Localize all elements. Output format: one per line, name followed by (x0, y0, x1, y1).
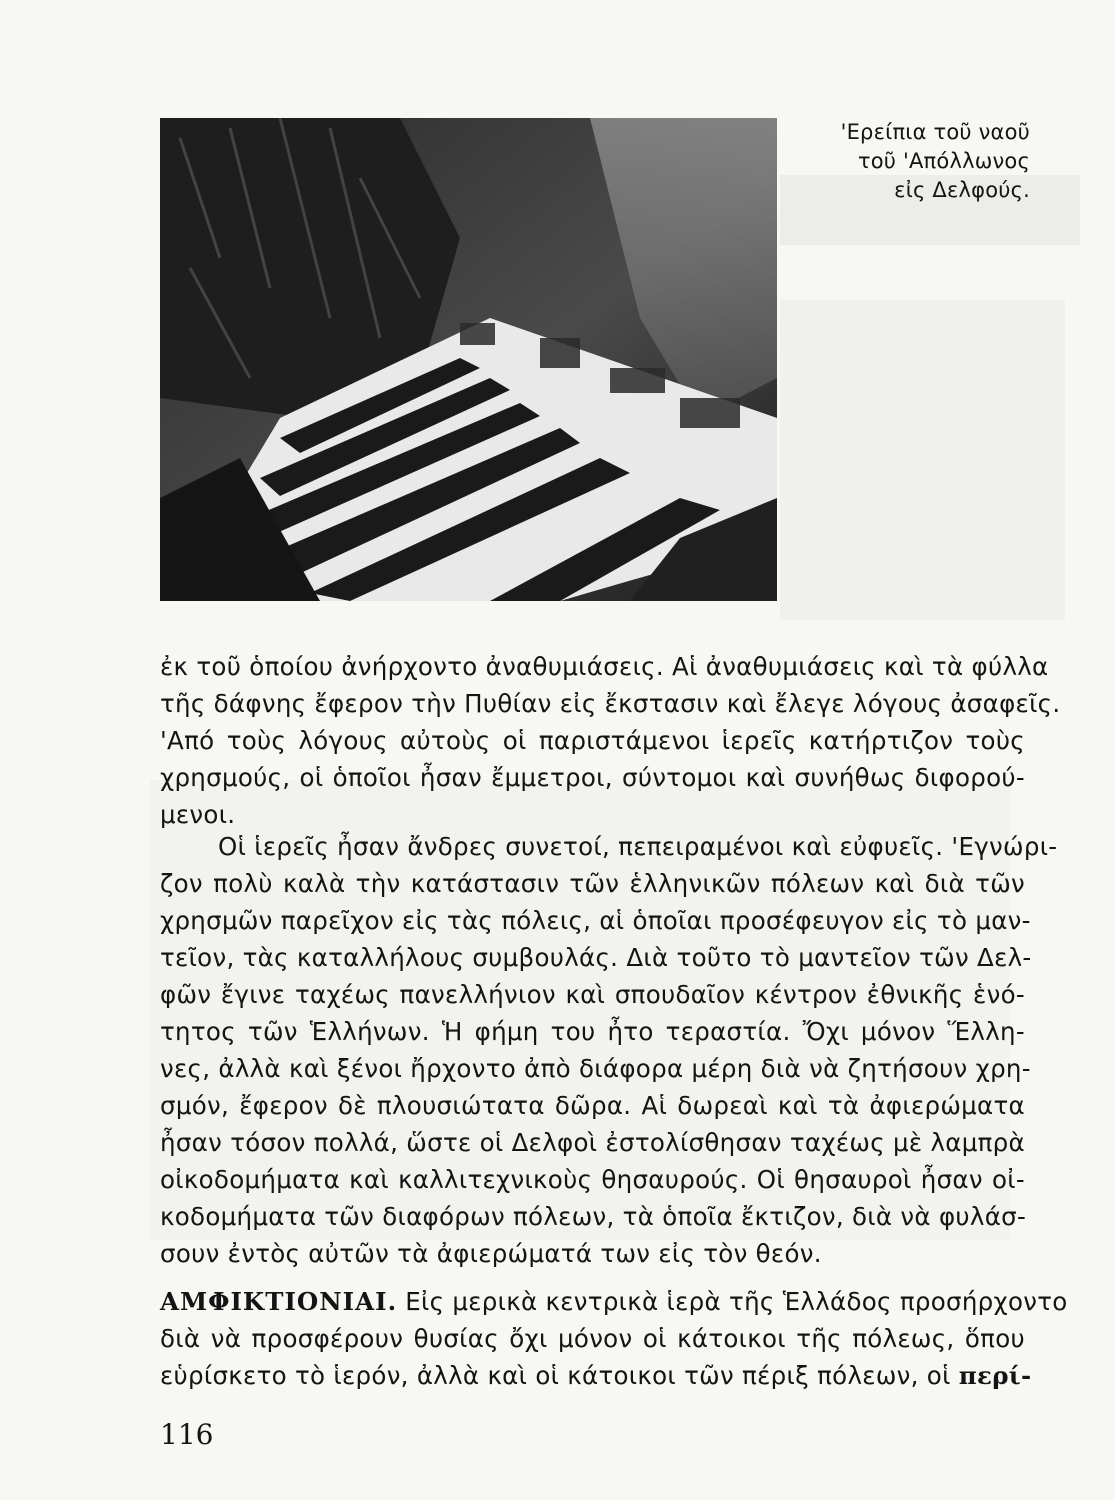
bold-term: περί- (958, 1361, 1032, 1390)
text-line: σμόν, ἔφερον δὲ πλουσιώτατα δῶρα. Αἱ δωρεαὶ καὶ τὰ ἀφιερώματα (160, 1091, 1025, 1120)
text-line: κοδομήματα τῶν διαφόρων πόλεων, τὰ ὁποῖα ἔκτιζον, διὰ νὰ φυλάσ- (160, 1202, 1027, 1231)
photo-caption (770, 118, 1030, 205)
text-line: τεῖον, τὰς καταλλήλους συμβουλάς. Διὰ τοῦτο τὸ μαντεῖον τῶν Δελ- (160, 943, 1032, 972)
text-line: χρησμῶν παρεῖχον εἰς τὰς πόλεις, αἱ ὁποῖαι προσέφευγον εἰς τὸ μαν- (160, 906, 1031, 935)
temple-ruins-photo (160, 118, 777, 601)
caption-line: εἰς Δελφούς. (894, 178, 1030, 202)
section-heading: ΑΜΦΙΚΤΙΟΝΙΑΙ. (160, 1287, 398, 1316)
bleed-through (780, 300, 1065, 620)
text-line: 'Από τοὺς λόγους αὐτοὺς οἱ παριστάμενοι ἱερεῖς κατήρτιζον τοὺς (160, 726, 1025, 755)
text-line: ζον πολὺ καλὰ τὴν κατάστασιν τῶν ἑλληνικῶν πόλεων καὶ διὰ τῶν (160, 869, 1025, 898)
text-line: τητος τῶν Ἑλλήνων. Ἡ φήμη του ἦτο τεραστία. Ὄχι μόνον Ἕλλη- (160, 1017, 1025, 1046)
text-span: Εἰς μερικὰ κεντρικὰ ἱερὰ τῆς Ἑλλάδος προσήρχοντο (397, 1287, 1068, 1316)
text-span: εὑρίσκετο τὸ ἱερόν, ἀλλὰ καὶ οἱ κάτοικοι τῶν πέριξ πόλεων, οἱ (160, 1361, 959, 1390)
text-line: τῆς δάφνης ἔφερον τὴν Πυθίαν εἰς ἔκστασιν καὶ ἔλεγε λόγους ἀσαφεῖς. (160, 689, 1061, 718)
text-line: ἐκ τοῦ ὁποίου ἀνήρχοντο ἀναθυμιάσεις. Αἱ ἀναθυμιάσεις καὶ τὰ φύλλα (160, 652, 1049, 681)
caption-line: τοῦ 'Απόλλωνος (857, 149, 1030, 173)
paragraph-pythia (160, 648, 1061, 833)
text-line: διὰ νὰ προσφέρουν θυσίας ὄχι μόνον οἱ κάτοικοι τῆς πόλεως, ὅπου (160, 1324, 1025, 1353)
caption-line: 'Ερείπια τοῦ ναοῦ (840, 120, 1030, 144)
page-number: 116 (160, 1418, 214, 1451)
text-line: νες, ἀλλὰ καὶ ξένοι ἤρχοντο ἀπὸ διάφορα μέρη διὰ νὰ ζητήσουν χρη- (160, 1054, 1031, 1083)
text-line (160, 1357, 1032, 1394)
paragraph-amphictyonies (160, 1283, 1068, 1394)
text-line: Οἱ ἱερεῖς ἦσαν ἄνδρες συνετοί, πεπειραμένοι καὶ εὐφυεῖς. 'Εγνώρι- (218, 832, 1058, 861)
text-line: μενοι. (160, 800, 236, 829)
text-line: φῶν ἔγινε ταχέως πανελλήνιον καὶ σπουδαῖον κέντρον ἐθνικῆς ἑνό- (160, 980, 1025, 1009)
text-line: ἦσαν τόσον πολλά, ὥστε οἱ Δελφοὶ ἐστολίσθησαν ταχέως μὲ λαμπρὰ (160, 1128, 1025, 1157)
text-line: χρησμούς, οἱ ὁποῖοι ἦσαν ἔμμετροι, σύντομοι καὶ συνήθως διφορού- (160, 763, 1025, 792)
text-line (160, 1283, 1068, 1320)
paragraph-priests (160, 828, 1058, 1272)
text-line: οἰκοδομήματα καὶ καλλιτεχνικοὺς θησαυρούς. Οἱ θησαυροὶ ἦσαν οἰ- (160, 1165, 1025, 1194)
text-line: σουν ἐντὸς αὐτῶν τὰ ἀφιερώματά των εἰς τὸν θεόν. (160, 1239, 822, 1268)
